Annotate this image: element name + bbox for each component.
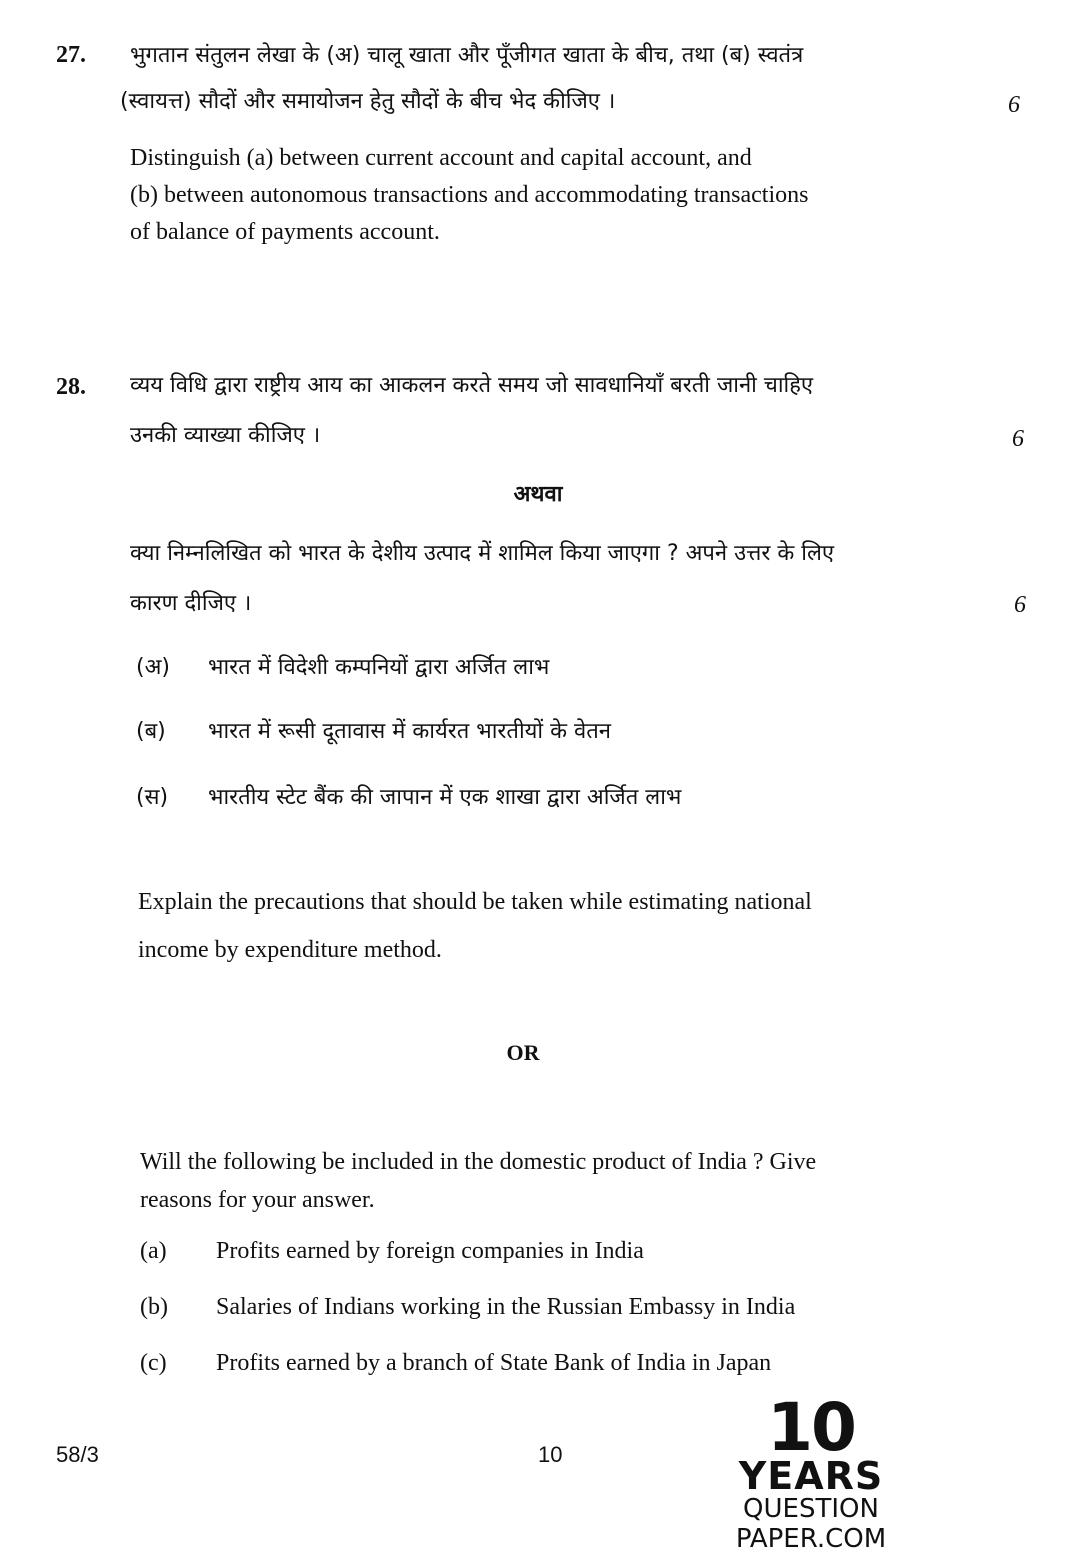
q27-english-line-3: of balance of payments account.	[130, 219, 440, 245]
q28-english-line-2: income by expenditure method.	[138, 937, 442, 963]
logo-word: YEARS	[738, 1454, 884, 1498]
hindi-option-text-b: भारत में रूसी दूतावास में कार्यरत भारतीयों के वेतन	[208, 719, 611, 744]
q27-english-line-2: (b) between autonomous transactions and accommodating transactions	[130, 182, 809, 208]
hindi-option-label-c: (स)	[136, 785, 169, 810]
q28-marks-2: 6	[1014, 592, 1026, 618]
english-option-text-c: Profits earned by a branch of State Bank of India in Japan	[216, 1350, 772, 1376]
logo-site: QUESTION PAPER.COM	[735, 1494, 887, 1554]
site-logo	[686, 1389, 936, 1554]
q27-hindi-line-2: (स्वायत्त) सौदों और समायोजन हेतु सौदों के बीच भेद कीजिए ।	[120, 89, 616, 114]
question-number-28: 28.	[56, 374, 86, 400]
english-option-text-b: Salaries of Indians working in the Russian Embassy in India	[216, 1294, 796, 1320]
english-option-label-c: (c)	[140, 1350, 167, 1376]
q28-hindi-alt-line-2: कारण दीजिए ।	[130, 591, 252, 616]
q27-english-line-1: Distinguish (a) between current account and capital account, and	[130, 145, 752, 171]
q28-hindi-line-2: उनकी व्याख्या कीजिए ।	[130, 423, 321, 448]
hindi-option-label-a: (अ)	[136, 655, 170, 680]
q28-english-line-1: Explain the precautions that should be taken while estimating national	[138, 889, 812, 915]
hindi-option-text-a: भारत में विदेशी कम्पनियों द्वारा अर्जित लाभ	[208, 655, 550, 680]
hindi-option-text-c: भारतीय स्टेट बैंक की जापान में एक शाखा द्वारा अर्जित लाभ	[208, 785, 682, 810]
question-number-27: 27.	[56, 42, 86, 68]
logo-number: 10	[767, 1389, 855, 1466]
q27-hindi-line-1: भुगतान संतुलन लेखा के (अ) चालू खाता और पूँजीगत खाता के बीच, तथा (ब) स्वतंत्र	[130, 43, 804, 68]
paper-code: 58/3	[56, 1442, 99, 1467]
or-english-heading: OR	[506, 1040, 540, 1065]
q28-marks-1: 6	[1012, 426, 1024, 452]
english-option-text-a: Profits earned by foreign companies in India	[216, 1238, 644, 1264]
english-option-label-b: (b)	[140, 1294, 168, 1320]
q28-hindi-alt-line-1: क्या निम्नलिखित को भारत के देशीय उत्पाद में शामिल किया जाएगा ? अपने उत्तर के लिए	[130, 541, 835, 566]
q28-hindi-line-1: व्यय विधि द्वारा राष्ट्रीय आय का आकलन करते समय जो सावधानियाँ बरती जानी चाहिए	[130, 373, 814, 398]
english-option-label-a: (a)	[140, 1238, 167, 1264]
q27-marks: 6	[1008, 92, 1020, 118]
q28-english-alt-line-2: reasons for your answer.	[140, 1187, 375, 1213]
hindi-option-label-b: (ब)	[136, 719, 166, 744]
or-hindi-heading: अथवा	[513, 482, 563, 507]
q28-english-alt-line-1: Will the following be included in the domestic product of India ? Give	[140, 1149, 817, 1175]
page-number: 10	[538, 1442, 563, 1467]
